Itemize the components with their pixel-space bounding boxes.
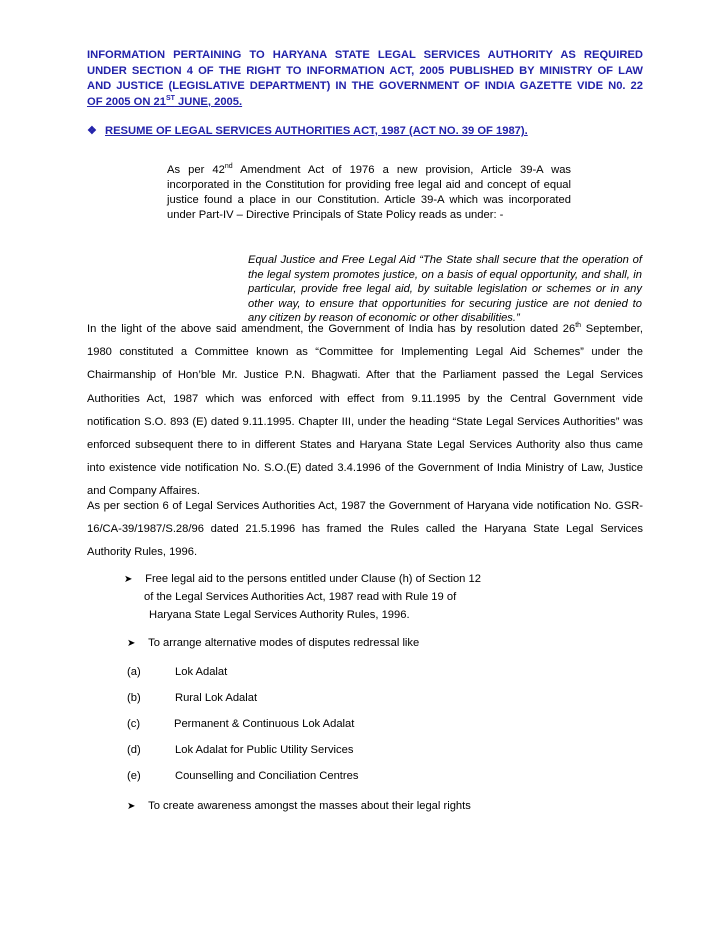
function-item-text: Free legal aid to the persons entitled under Clause (h) of Section 12 bbox=[145, 573, 481, 585]
rules-paragraph bbox=[87, 495, 643, 565]
heading-superscript: ST bbox=[165, 94, 175, 102]
heading-line bbox=[87, 95, 643, 111]
history-line: enforced subsequent there to in different States and Haryana State Legal Services Authority also thus came bbox=[87, 439, 643, 452]
rules-line: 16/CA-39/1987/S.28/96 dated 21.5.1996 has framed the Rules called the Haryana State Legal Services bbox=[87, 523, 643, 536]
arrow-bullet-icon: ➤ bbox=[127, 801, 136, 812]
heading-date-text: OF 2005 ON 21 bbox=[87, 95, 166, 108]
heading-line: UNDER SECTION 4 OF THE RIGHT TO INFORMATION ACT, 2005 PUBLISHED BY MINISTRY OF LAW bbox=[87, 64, 643, 77]
rules-line: As per section 6 of Legal Services Authorities Act, 1987 the Government of Haryana vide notification No. GSR- bbox=[87, 500, 643, 512]
amendment-text: Amendment Act of 1976 a new provision, Article 39-A was bbox=[232, 164, 572, 176]
amendment-line: under Part-IV – Directive Principals of State Policy reads as under: - bbox=[167, 209, 504, 221]
history-superscript: th bbox=[575, 322, 582, 329]
mode-text: Lok Adalat bbox=[175, 666, 228, 678]
function-item-text: To arrange alternative modes of disputes redressal like bbox=[148, 637, 420, 649]
quote-line: other way, to ensure that opportunities for securing justice are not denied to bbox=[248, 297, 642, 310]
function-item-free-legal-aid bbox=[124, 572, 481, 587]
amendment-superscript: nd bbox=[224, 163, 233, 170]
history-text: September, bbox=[581, 323, 643, 335]
history-line: into existence vide notification No. S.O.(E) dated 3.4.1996 of the Government of India Ministry of Law, Justice bbox=[87, 462, 643, 475]
quote-line: Equal Justice and Free Legal Aid “The State shall secure that the operation of bbox=[248, 254, 642, 266]
history-paragraph bbox=[87, 318, 643, 504]
mode-text: Permanent & Continuous Lok Adalat bbox=[174, 718, 355, 730]
quote-line: the legal system promotes justice, on a basis of equal opportunity, and shall, in bbox=[248, 268, 642, 281]
history-text: In the light of the above said amendment, the Government of India has by resolution dated 26 bbox=[87, 323, 576, 335]
amendment-line: incorporated in the Constitution for providing free legal aid and concept of equal bbox=[167, 179, 571, 191]
function-item-awareness bbox=[127, 799, 471, 814]
arrow-bullet-icon: ➤ bbox=[124, 574, 133, 585]
amendment-line: justice found a place in our Constitution. Article 39-A which was incorporated bbox=[167, 194, 571, 206]
document-heading bbox=[87, 48, 643, 110]
mode-letter: (b) bbox=[127, 692, 141, 704]
mode-letter: (d) bbox=[127, 744, 141, 756]
function-item-alternative-modes bbox=[127, 636, 419, 651]
amendment-paragraph bbox=[167, 163, 571, 223]
mode-text: Rural Lok Adalat bbox=[175, 692, 258, 704]
mode-text: Counselling and Conciliation Centres bbox=[175, 770, 359, 782]
quote-line: any citizen by reason of economic or other disabilities.” bbox=[248, 312, 520, 325]
function-item-continuation: Haryana State Legal Services Authority Rules, 1996. bbox=[149, 609, 410, 621]
function-item-text: To create awareness amongst the masses about their legal rights bbox=[148, 800, 471, 812]
heading-date-suffix: JUNE, 2005. bbox=[174, 95, 243, 108]
history-line: 1980 constituted a Committee known as “Committee for Implementing Legal Aid Schemes” under the bbox=[87, 346, 643, 359]
resume-title: RESUME OF LEGAL SERVICES AUTHORITIES ACT, 1987 (ACT NO. 39 OF 1987). bbox=[105, 125, 528, 137]
history-line: notification S.O. 893 (E) dated 9.11.1995. Chapter III, under the heading “State Legal Services Authorities” was bbox=[87, 415, 643, 428]
amendment-text: As per 42 bbox=[167, 164, 225, 176]
heading-line: AND JUSTICE (LEGISLATIVE DEPARTMENT) IN THE GOVERNMENT OF INDIA GAZETTE VIDE N0. 22 bbox=[87, 80, 643, 92]
history-line bbox=[87, 318, 643, 341]
mode-letter: (e) bbox=[127, 770, 141, 782]
article-39a-quote bbox=[248, 253, 642, 326]
arrow-bullet-icon: ➤ bbox=[127, 638, 136, 649]
quote-line: particular, provide free legal aid, by suitable legislation or schemes or in any bbox=[248, 283, 642, 296]
mode-letter: (c) bbox=[127, 718, 141, 730]
history-line: Chairmanship of Hon’ble Mr. Justice P.N. Bhagwati. After that the Parliament passed the Legal Services bbox=[87, 369, 643, 382]
mode-text: Lok Adalat for Public Utility Services bbox=[175, 744, 354, 756]
rules-line: Authority Rules, 1996. bbox=[87, 546, 198, 559]
amendment-line bbox=[167, 163, 571, 178]
heading-line: INFORMATION PERTAINING TO HARYANA STATE LEGAL SERVICES AUTHORITY AS REQUIRED bbox=[87, 49, 643, 61]
resume-heading bbox=[87, 124, 528, 137]
function-item-continuation: of the Legal Services Authorities Act, 1987 read with Rule 19 of bbox=[144, 591, 457, 603]
mode-letter: (a) bbox=[127, 666, 141, 678]
diamond-bullet-icon: ❖ bbox=[87, 125, 97, 137]
history-line: and Company Affaires. bbox=[87, 485, 200, 498]
history-line: Authorities Act, 1987 which was enforced with effect from 9.11.1995 by the Central Government vide bbox=[87, 392, 643, 405]
